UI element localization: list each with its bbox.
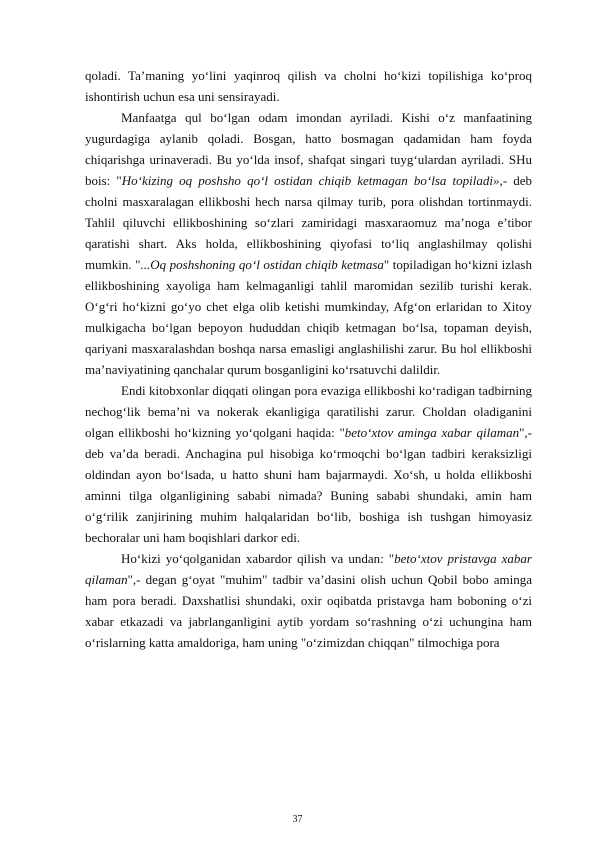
text-segment: Ho‘kizi yo‘qolganidan xabardor qilish va undan: " <box>121 551 395 566</box>
quote-segment: Ho‘kizing oq poshsho qo‘l ostidan chiqib ketmagan bo‘lsa topiladi» <box>121 173 500 188</box>
quote-segment: ...Oq poshshoning qo‘l ostidan chiqib ketmasa <box>140 257 384 272</box>
paragraph-4 <box>85 548 532 653</box>
text-segment: qoladi. Ta’maning yo‘lini yaqinroq qilish va cholni ho‘kizi topilishiga ko‘proq ishontirish uchun esa uni sensirayadi. <box>85 68 532 104</box>
text-segment: ",- degan g‘oyat "muhim" tadbir va’dasini olish uchun Qobil bobo aminga ham pora beradi. Daxshatlisi shundaki, oxir oqibatda pristavga ham boboning o‘zi xabar etkazadi va jabrlanganligini aytib yordam so‘rashning o‘zi uchungina ham o‘rislarning katta amaldoriga, ham uning "o‘zimizdan chiqqan" tilmochiga pora <box>85 572 532 650</box>
text-segment: Endi kitobxonlar diqqati olingan pora evaziga ellikboshi ko‘radigan tadbirning nechog‘lik bema’ni va nokerak ekanligiga qaratilishi zarur. Choldan oladiganini olgan ellikboshi ho‘kizning yo‘qolgani haqida: " <box>85 383 532 440</box>
text-segment: " topiladigan ho‘kizni izlash ellikboshining xayoliga ham kelmaganligi tahlil maromidan sezilib turishi kerak. O‘g‘ri ho‘kizni go‘yo chet elga olib ketishi mumkinday, Afg‘on erlaridan to Xitoy mulkigacha bo‘lgan bepoyon hududdan chiqib ketmagan bo‘lsa, topaman deyish, qariyani masxaralashdan boshqa narsa emasligi anglashilishi zarur. Bu hol ellikboshi ma’naviyatining qanchalar qurum bosganligini ko‘rsatuvchi dalildir. <box>85 257 532 377</box>
text-segment: Manfaatga qul bo‘lgan odam imondan ayriladi. Kishi o‘z manfaatining yugurdagiga aylanib qoladi. Bosgan, hatto bosmagan qadamidan ham foyda chiqarishga urinaveradi. Bu yo‘lda insof, shafqat singari tuyg‘ulardan ayriladi. SHu bois: " <box>85 110 532 188</box>
quote-segment: beto‘xtov pristavga xabar qilaman <box>85 551 532 587</box>
paragraph-1 <box>85 65 532 107</box>
text-segment: ",- deb va’da beradi. Anchagina pul hisobiga ko‘rmoqchi bo‘lgan tadbiri keraksizligi oldindan ayon bo‘lsada, u hatto shuni ham bajarmaydi. Xo‘sh, u holda ellikboshi aminni tilga olganligining sababi nimada? Buning sababi shundaki, amin ham o‘g‘rilik zanjirining muhim halqalaridan bo‘lib, boshiga ish tushgan himoyasiz bechoralar uni ham boqishlari darkor edi. <box>85 425 532 545</box>
quote-segment: beto‘xtov aminga xabar qilaman <box>344 425 520 440</box>
page-number: 37 <box>292 814 303 825</box>
paragraph-3 <box>85 380 532 548</box>
text-segment: ,- deb cholni masxaralagan ellikboshi hech narsa qilmay turib, pora olishdan tortinmaydi. Tahlil qiluvchi ellikboshining so‘zlari zamiridagi masxaraomuz ma’noga e’tibor qaratishi shart. Aks holda, ellikboshining qiyofasi to‘liq anglashilmay qolishi mumkin. " <box>85 173 533 272</box>
body-text <box>85 65 532 653</box>
paragraph-2 <box>85 107 532 380</box>
